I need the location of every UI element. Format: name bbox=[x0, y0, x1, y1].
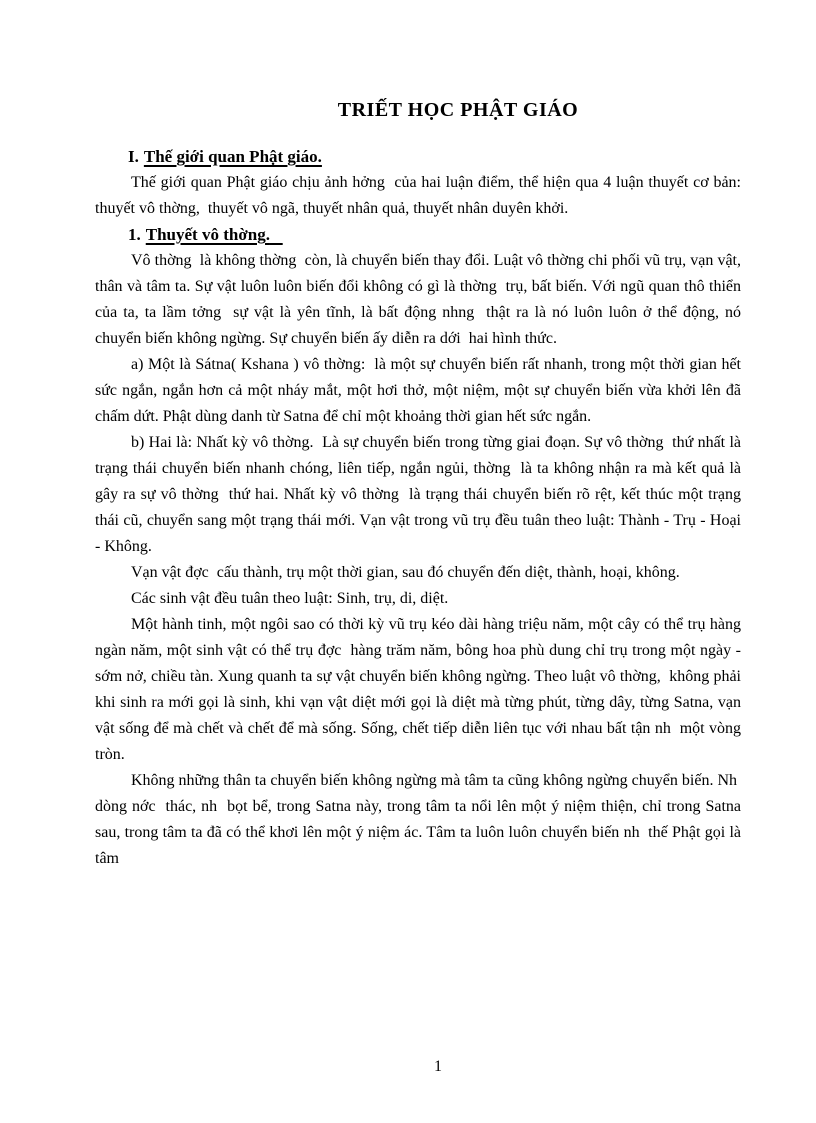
paragraph-than-tam: Không những thân ta chuyển biến không ngừng mà tâm ta cũng không ngừng chuyển biến. Nh dòng nớc thác, nh bọt bể, trong Satna này, trong tâm ta nổi lên một ý niệm thiện, chỉ trong Satna sau, trong tâm ta đã có thể khơi lên một ý niệm ác. Tâm ta luôn luôn chuyển biến nh thế Phật gọi là tâm bbox=[95, 772, 741, 867]
section-heading-impermanence bbox=[95, 222, 741, 248]
document-title: TRIẾT HỌC PHẬT GIÁO bbox=[337, 99, 579, 121]
section-heading-label: Thuyết vô thờng. bbox=[145, 225, 270, 244]
paragraph-impermanence-overview: Vô thờng là không thờng còn, là chuyển biến thay đổi. Luật vô thờng chi phối vũ trụ, vạn vật, thân và tâm ta. Sự vật luôn luôn biến đổi không có gì là thờng trụ, bất biến. Với ngũ quan thô thiển của ta, ta lầm tởng sự vật là yên tĩnh, là bất động nhng thật ra là nó luôn luôn ở thể động, nó chuyển biến không ngừng. Sự chuyển biến ấy diễn ra dới hai hình thức. bbox=[95, 252, 741, 347]
section-heading-world-view bbox=[95, 144, 741, 170]
paragraph-nhat-ky: b) Hai là: Nhất kỳ vô thờng. Là sự chuyển biến trong từng giai đoạn. Sự vô thờng thứ nhất là trạng thái chuyển biến nhanh chóng, liên tiếp, ngắn ngủi, thờng là ta không nhận ra mà kết quả là gây ra sự vô thờng thứ hai. Nhất kỳ vô thờng là trạng thái chuyển biến rõ rệt, kết thúc một trạng thái cũ, chuyển sang một trạng thái mới. Vạn vật trong vũ trụ đều tuân theo luật: Thành - Trụ - Hoại - Không. bbox=[95, 434, 741, 555]
section-number: I. bbox=[128, 147, 139, 166]
paragraph-hanh-tinh: Một hành tinh, một ngôi sao có thời kỳ vũ trụ kéo dài hàng triệu năm, một cây có thể trụ hàng ngàn năm, một sinh vật có thể trụ đợc hàng trăm năm, bông hoa phù dung chỉ trụ trong một ngày - sớm nở, chiều tàn. Xung quanh ta sự vật chuyển biến không ngừng. Theo luật vô thờng, không phải khi sinh ra mới gọi là sinh, khi vạn vật diệt mới gọi là diệt mà từng phút, từng dây, từng Satna, vạn vật sống để mà chết và chết để mà sống. Sống, chết tiếp diễn liên tục với nhau bất tận nh một vòng tròn. bbox=[95, 616, 741, 763]
paragraph-sinh-vat: Các sinh vật đều tuân theo luật: Sinh, trụ, di, diệt. bbox=[131, 590, 449, 607]
page-number: 1 bbox=[434, 1058, 442, 1075]
section-heading-label: Thế giới quan Phật giáo. bbox=[143, 147, 322, 166]
paragraph-satna: a) Một là Sátna( Kshana ) vô thờng: là một sự chuyển biến rất nhanh, trong một thời gian hết sức ngắn, ngắn hơn cả một nháy mắt, một hơi thở, một niệm, một sự chuyển biến vừa khởi lên đã chấm dứt. Phật dùng danh từ Satna để chỉ một khoảng thời gian hết sức ngắn. bbox=[95, 356, 741, 425]
paragraph-van-vat: Vạn vật đợc cấu thành, trụ một thời gian, sau đó chuyển đến diệt, thành, hoại, không. bbox=[131, 564, 680, 581]
paragraph-intro: Thế giới quan Phật giáo chịu ảnh hởng của hai luận điểm, thể hiện qua 4 luận thuyết cơ bản: thuyết vô thờng, thuyết vô ngã, thuyết nhân quả, thuyết nhân duyên khởi. bbox=[95, 174, 741, 217]
section-number: 1. bbox=[128, 225, 141, 244]
